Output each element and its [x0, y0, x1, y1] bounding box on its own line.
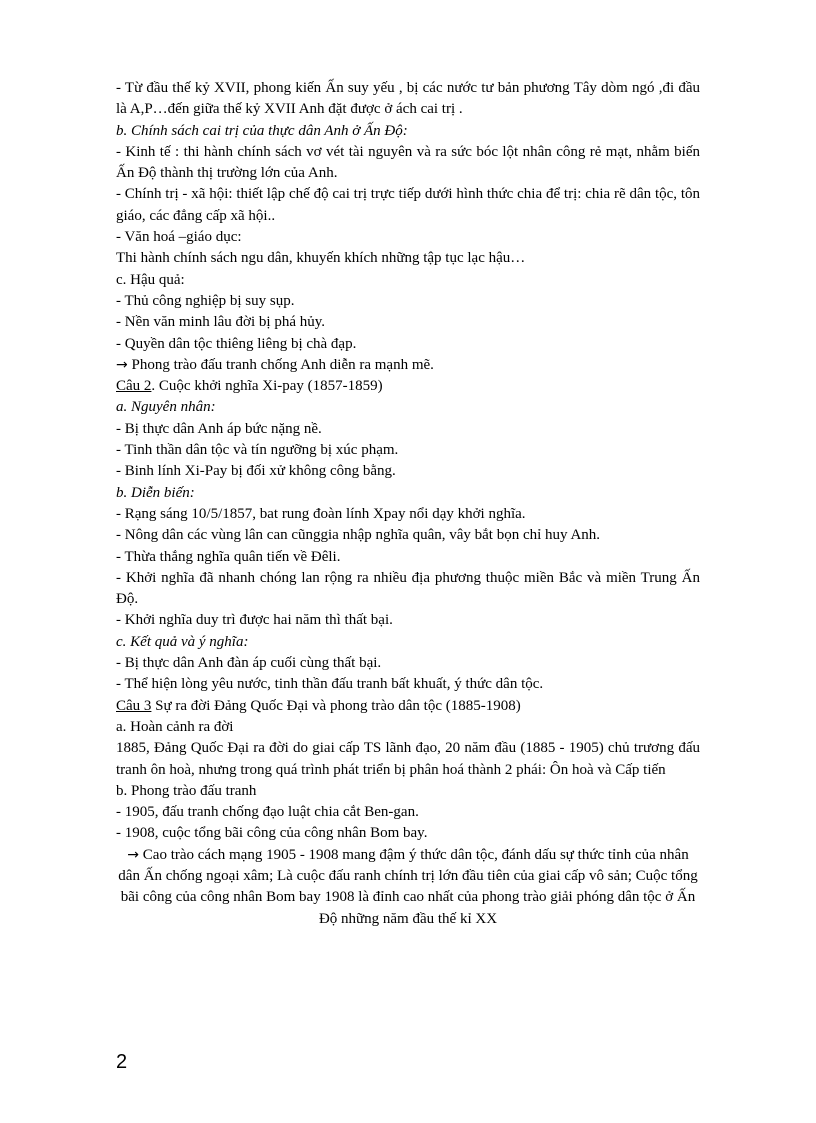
subheading-policy: b. Chính sách cai trị của thực dân Anh ở Ấn Độ:: [116, 122, 408, 139]
list-item-bombay-strike: - 1908, cuộc tổng bãi công của công nhân Bom bay.: [116, 825, 428, 842]
conclusion-text: Phong trào đấu tranh chống Anh diễn ra mạnh mẽ.: [127, 356, 434, 373]
list-item-uprising-start: - Rạng sáng 10/5/1857, bat rung đoàn lính Xpay nổi dạy khởi nghĩa.: [116, 505, 526, 522]
right-arrow-icon: →: [127, 846, 140, 863]
question-title: . Cuộc khởi nghĩa Xi-pay (1857-1859): [151, 378, 383, 395]
question-title: Sự ra đời Đảng Quốc Đại và phong trào dân tộc (1885-1908): [151, 697, 521, 714]
question-label: Câu 2: [116, 378, 152, 395]
page-content: [116, 78, 700, 930]
page-number: 2: [116, 1051, 128, 1073]
conclusion-revolution: [116, 845, 700, 930]
paragraph-culture-detail: Thi hành chính sách ngu dân, khuyến khích những tập tục lạc hậu…: [116, 250, 526, 267]
list-item-bengal: - 1905, đấu tranh chống đạo luật chia cắt Ben-gan.: [116, 804, 419, 821]
list-item-delhi: - Thừa thắng nghĩa quân tiến về Đêli.: [116, 548, 341, 565]
subheading-context: a. Hoàn cảnh ra đời: [116, 718, 234, 735]
list-item-peasants-join: - Nông dân các vùng lân can cũnggia nhập nghĩa quân, vây bắt bọn chỉ huy Anh.: [116, 527, 601, 544]
list-item-insult: - Tinh thần dân tộc và tín ngưỡng bị xúc phạm.: [116, 442, 399, 459]
list-item-oppression: - Bị thực dân Anh áp bức nặng nề.: [116, 420, 322, 437]
list-item-handicraft: - Thủ công nghiệp bị suy sụp.: [116, 292, 295, 309]
question-2-heading: [116, 376, 700, 397]
list-item-duration: - Khởi nghĩa duy trì được hai năm thì thất bại.: [116, 612, 393, 629]
paragraph-congress: 1885, Đảng Quốc Đại ra đời do giai cấp TS lãnh đạo, 20 năm đầu (1885 - 1905) chủ trương đấu tranh ôn hoà, nhưng trong quá trình phát triển bị phân hoá thành 2 phái: Ôn hoà và Cấp tiến: [116, 740, 700, 778]
subheading-consequences: c. Hậu quả:: [116, 271, 185, 288]
list-item-civilization: - Nền văn minh lâu đời bị phá hủy.: [116, 314, 326, 331]
subheading-causes: a. Nguyên nhân:: [116, 399, 216, 416]
conclusion-movement: [116, 355, 700, 376]
list-item-suppressed: - Bị thực dân Anh đàn áp cuối cùng thất bại.: [116, 655, 382, 672]
list-item-national-rights: - Quyền dân tộc thiêng liêng bị chà đạp.: [116, 335, 357, 352]
paragraph-intro: - Từ đầu thế kỷ XVII, phong kiến Ấn suy yếu , bị các nước tư bản phương Tây dòm ngó ,đi đầu là A,P…đến giữa thế kỷ XVII Anh đặt được ở ách cai trị .: [116, 80, 700, 118]
list-item-unfair: - Binh lính Xi-Pay bị đối xử không công bằng.: [116, 463, 396, 480]
paragraph-economy: - Kinh tế : thi hành chính sách vơ vét tài nguyên và ra sức bóc lột nhân công rẻ mạt, nhằm biến Ấn Độ thành thị trường lớn của Anh.: [116, 143, 700, 182]
conclusion-text: Cao trào cách mạng 1905 - 1908 mang đậm ý thức dân tộc, đánh dấu sự thức tỉnh của nhân dân Ấn chống ngoại xâm; Là cuộc đấu ranh chính trị lớn đầu tiên của giai cấp vô sản; Cuộc tổng bãi công của công nhân Bom bay 1908 là đỉnh cao nhất của phong trào giải phóng dân tộc ở Ấn Độ những năm đầu thế kỉ XX: [118, 846, 698, 927]
paragraph-culture: - Văn hoá –giáo dục:: [116, 229, 242, 246]
subheading-results: c. Kết quả và ý nghĩa:: [116, 633, 249, 650]
question-label: Câu 3: [116, 697, 152, 714]
list-item-spread: - Khởi nghĩa đã nhanh chóng lan rộng ra nhiều địa phương thuộc miền Bắc và miền Trung Ấn Độ.: [116, 569, 700, 608]
right-arrow-icon: →: [116, 356, 128, 373]
subheading-events: b. Diễn biến:: [116, 484, 195, 501]
list-item-patriotism: - Thể hiện lòng yêu nước, tinh thần đấu tranh bất khuất, ý thức dân tộc.: [116, 676, 544, 693]
paragraph-politics: - Chính trị - xã hội: thiết lập chế độ cai trị trực tiếp dưới hình thức chia để trị: chia rẽ dân tộc, tôn giáo, các đẳng cấp xã hội..: [116, 186, 700, 224]
question-3-heading: [116, 696, 700, 717]
subheading-struggle: b. Phong trào đấu tranh: [116, 782, 257, 799]
